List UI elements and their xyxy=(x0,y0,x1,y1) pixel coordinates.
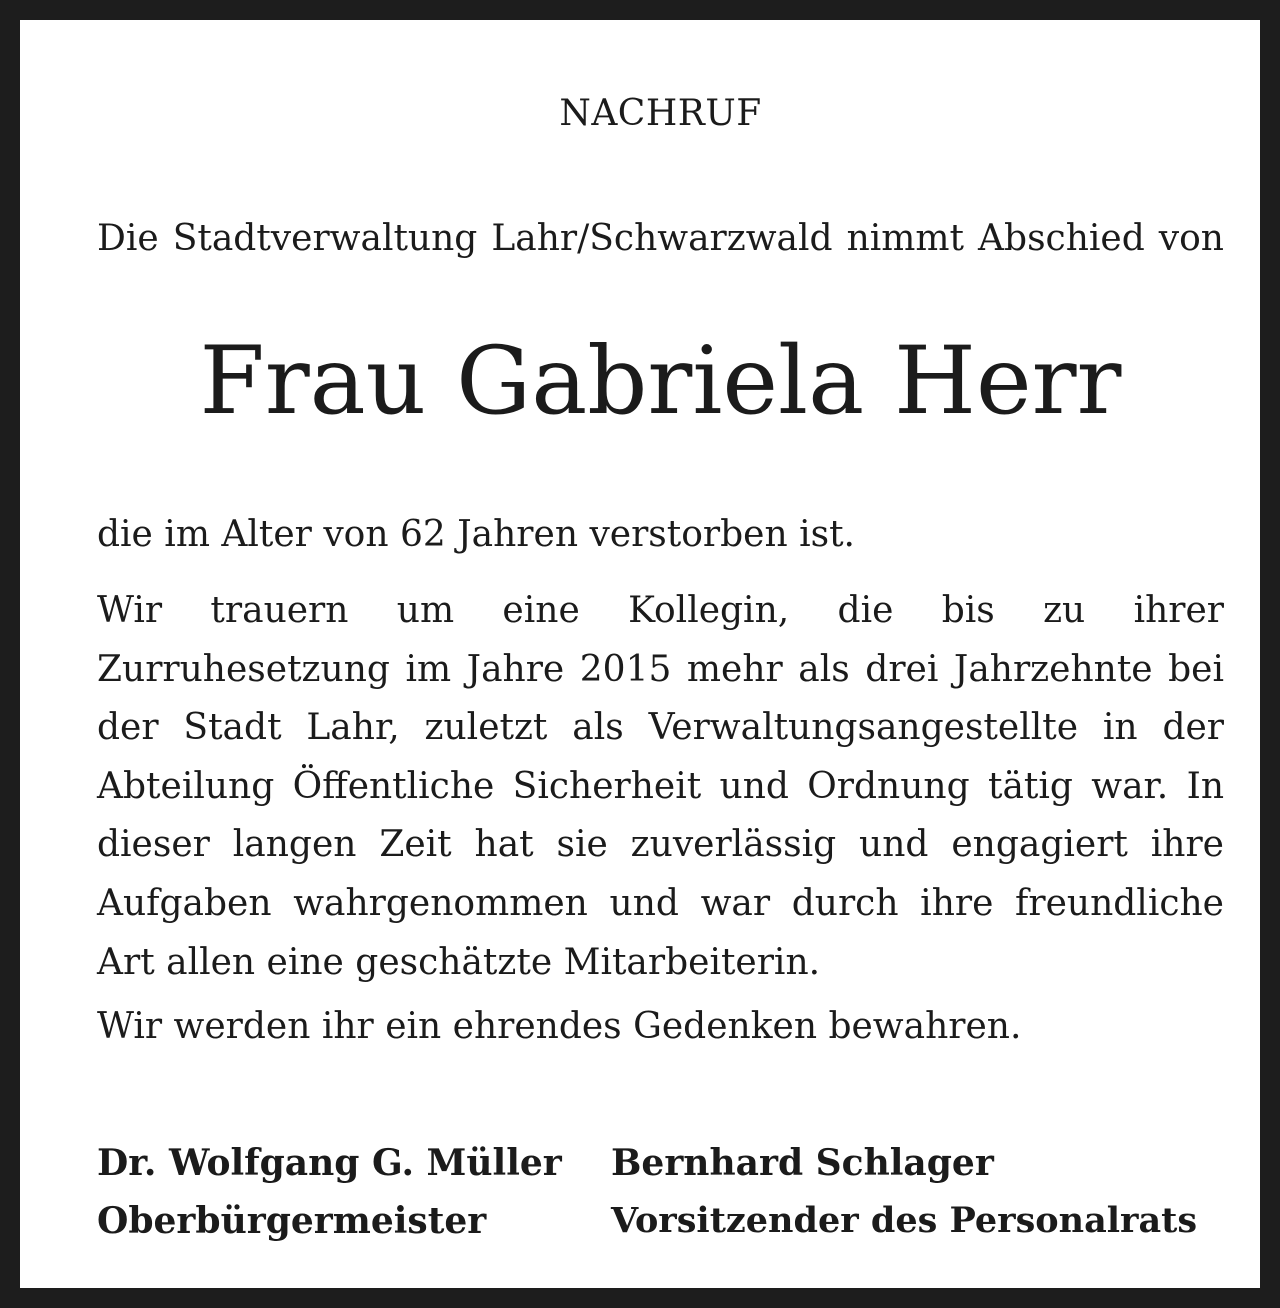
tribute-paragraph: Wir trauern um eine Kollegin, die bis zu ihrer Zurruhesetzung im Jahre 2015 mehr als drei Jahrzehnte bei der Stadt Lahr, zuletzt als Verwaltungsangestellte in der Abteilung Öffentliche Sicherheit und Ordnung tätig war. In dieser langen Zeit hat sie zuverlässig und engagiert ihre Aufgaben wahrgenommen und war durch ihre freundliche Art allen eine geschätzte Mitarbeiterin. xyxy=(97,590,1224,983)
deceased-name: Frau Gabriela Herr xyxy=(199,327,1122,436)
signatory-title: Vorsitzender des Personalrats xyxy=(611,1200,1198,1241)
signatory-title: Oberbürgermeister xyxy=(97,1200,487,1242)
signatory-staff-council xyxy=(611,1134,1197,1250)
notice-intro: Die Stadtverwaltung Lahr/Schwarzwald nimmt Abschied von xyxy=(97,218,1224,259)
notice-heading: NACHRUF xyxy=(559,93,762,134)
signatory-name: Dr. Wolfgang G. Müller xyxy=(97,1142,562,1184)
age-statement: die im Alter von 62 Jahren verstorben ist. xyxy=(97,514,856,555)
signatory-mayor xyxy=(97,1134,562,1250)
closing-statement: Wir werden ihr ein ehrendes Gedenken bewahren. xyxy=(97,1006,1022,1047)
signatory-name: Bernhard Schlager xyxy=(611,1142,994,1184)
